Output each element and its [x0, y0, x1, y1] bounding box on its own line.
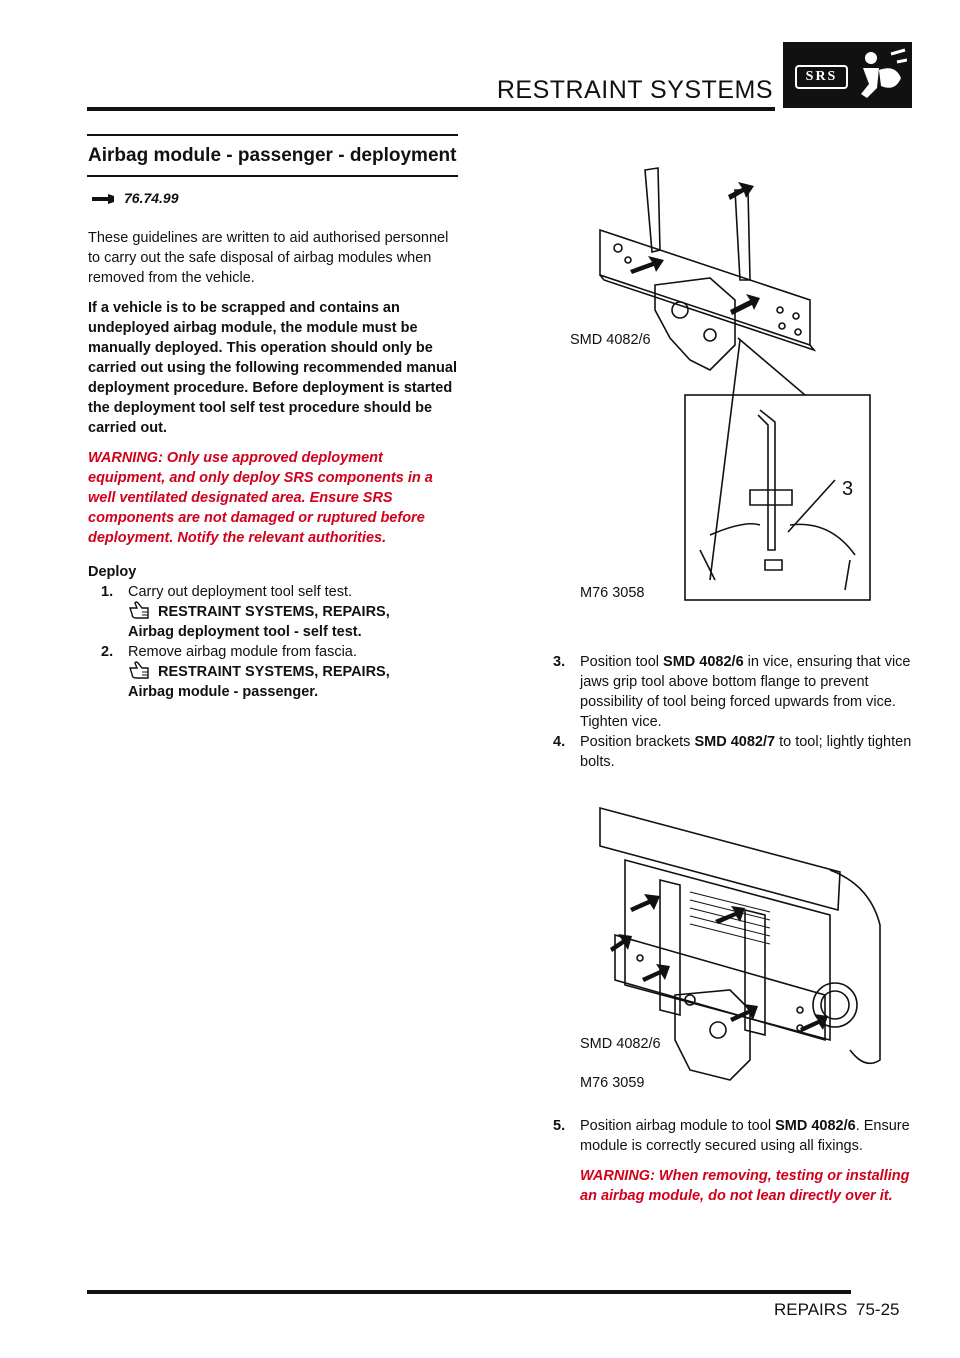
step-5	[540, 1116, 912, 1156]
warning-deployment: WARNING: Only use approved deployment equipment, and only deploy SRS components in a well ventilated designated area. Ensure SRS components are not damaged or ruptured before deployment. Notify the relevant authorities.	[88, 450, 433, 546]
airbag-person-icon	[851, 48, 907, 104]
intro-paragraph: These guidelines are written to aid authorised personnel to carry out the safe disposal of airbag modules when removed from the vehicle.	[88, 230, 449, 286]
pointing-hand-icon	[128, 660, 150, 680]
op-code-row	[92, 190, 179, 206]
step-4	[540, 732, 912, 772]
scrap-instructions: If a vehicle is to be scrapped and contains an undeployed airbag module, the module must be manually deployed. This operation should only be carried out using the following recommended manual deployment procedure. Before deployment is started the deployment tool self test procedure should be carried out.	[88, 300, 457, 436]
step-number: 4.	[553, 734, 566, 750]
deploy-heading: Deploy	[88, 564, 137, 580]
tool-reference: SMD 4082/6	[775, 1118, 856, 1134]
step-2	[88, 642, 460, 702]
step-text: Position tool	[580, 654, 664, 670]
footer-section: REPAIRS	[774, 1300, 848, 1319]
tool-reference: SMD 4082/6	[663, 654, 744, 670]
warning-lean: WARNING: When removing, testing or installing an airbag module, do not lean directly over it.	[580, 1168, 910, 1204]
step-text: . Ensure module is correctly secured using all fixings.	[580, 1118, 910, 1154]
step-text: Remove airbag module from fascia.	[128, 644, 357, 660]
figure-id: M76 3058	[580, 585, 645, 601]
step-text: to tool; lightly tighten bolts.	[580, 734, 912, 770]
reference-heading: RESTRAINT SYSTEMS, REPAIRS,	[158, 604, 390, 620]
figure-module-on-tool	[570, 800, 890, 1100]
section-rule-top	[87, 134, 458, 136]
step-text: Position brackets	[580, 734, 695, 750]
figure-id: M76 3059	[580, 1075, 645, 1091]
tool-reference: SMD 4082/7	[694, 734, 776, 750]
pointing-hand-icon	[128, 600, 150, 620]
reference-heading: RESTRAINT SYSTEMS, REPAIRS,	[158, 664, 390, 680]
section-rule-bottom	[87, 175, 458, 177]
step-number: 1.	[101, 584, 114, 600]
cross-reference-link[interactable]	[128, 602, 460, 642]
section-title: Airbag module - passenger - deployment	[88, 145, 457, 166]
left-column	[88, 228, 460, 702]
reference-target: Airbag module - passenger.	[128, 684, 319, 700]
srs-badge-label: SRS	[795, 65, 848, 89]
header-rule	[87, 107, 775, 111]
step-number: 2.	[101, 644, 114, 660]
srs-badge	[783, 42, 912, 108]
step-text: Position airbag module to tool	[580, 1118, 776, 1134]
wrench-icon	[92, 194, 114, 204]
step-number: 5.	[553, 1118, 566, 1134]
reference-target: Airbag deployment tool - self test.	[128, 624, 362, 640]
figure-tool-label: SMD 4082/6	[580, 1036, 661, 1052]
tool-drawing	[560, 160, 880, 610]
page-number: 75-25	[856, 1300, 900, 1319]
page-header-title: RESTRAINT SYSTEMS	[496, 76, 773, 104]
step-text: Carry out deployment tool self test.	[128, 584, 353, 600]
step-1	[88, 582, 460, 642]
step-text: in vice, ensuring that vice jaws grip tool above bottom flange to prevent possibility of tool being forced upwards from vice. Tighten vice.	[580, 654, 911, 730]
right-column-step-5	[540, 1116, 912, 1206]
op-code: 76.74.99	[124, 190, 179, 206]
right-column-steps	[540, 652, 912, 772]
step-3	[540, 652, 912, 732]
figure-tool-label: SMD 4082/6	[570, 332, 651, 348]
cross-reference-link[interactable]	[128, 662, 460, 702]
step-number: 3.	[553, 654, 566, 670]
module-drawing	[570, 800, 890, 1100]
figure-callout-number: 3	[842, 478, 854, 500]
footer-rule	[87, 1290, 851, 1294]
figure-tool-in-vice	[560, 160, 880, 610]
